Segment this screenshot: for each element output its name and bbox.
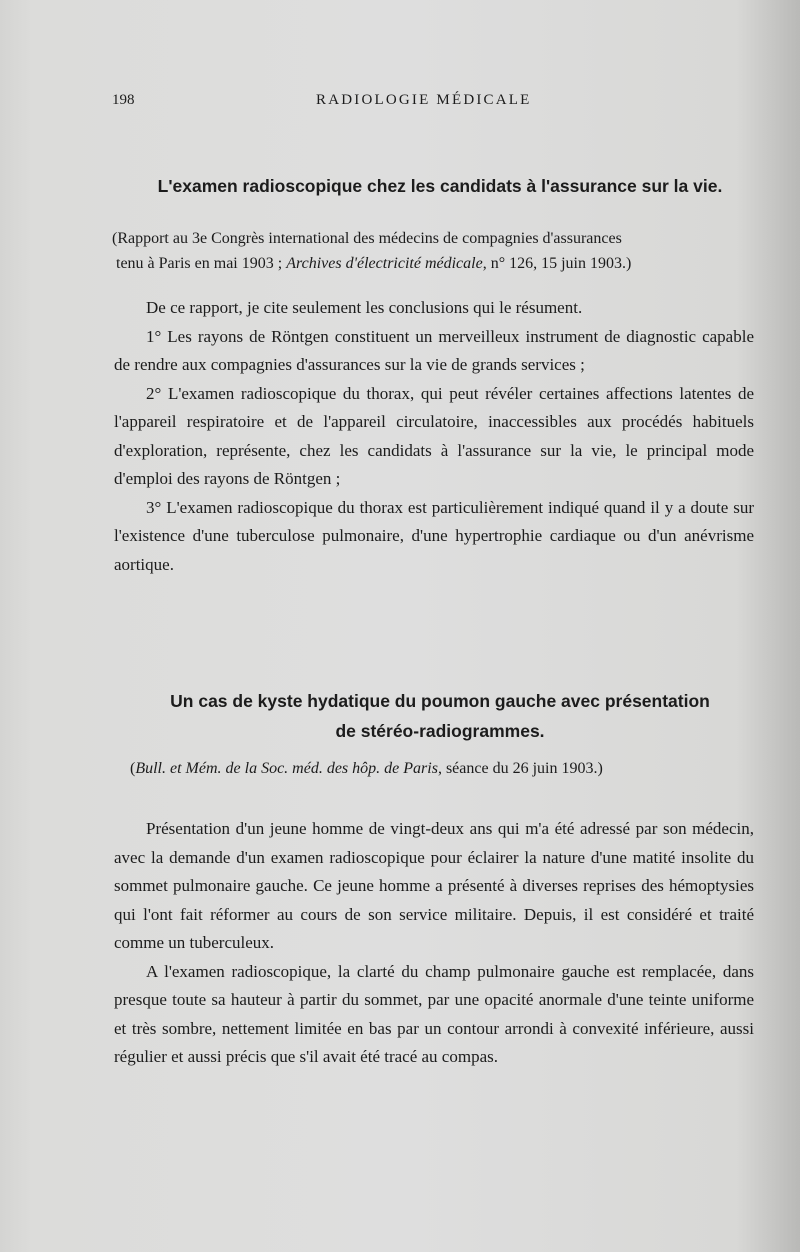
source-prefix: tenu à Paris en mai 1903 ; (116, 255, 287, 272)
source-suffix: , séance du 26 juin 1903.) (437, 760, 603, 777)
running-title: RADIOLOGIE MÉDICALE (316, 92, 532, 108)
paragraph: De ce rapport, je cite seulement les conclusions qui le résument. (146, 298, 583, 317)
section-2-title-line-1: Un cas de kyste hydatique du poumon gauche avec présentation (170, 691, 710, 711)
source-journal: Archives d'électricité médicale (286, 255, 483, 272)
paragraph: 3° L'examen radioscopique du thorax est particulièrement indiqué quand il y a doute sur l'existence d'une tuberculose pulmonaire, d'une hypertrophie cardiaque ou d'un anévrisme aortique. (114, 497, 754, 574)
page-number: 198 (112, 92, 135, 108)
section-2-body (114, 815, 754, 1072)
section-1-title: L'examen radioscopique chez les candidats à l'assurance sur la vie. (157, 176, 723, 196)
running-head (0, 92, 800, 116)
paragraph: 1° Les rayons de Röntgen constituent un merveilleux instrument de diagnostic capable de rendre aux compagnies d'assurances sur la vie de grands services ; (114, 326, 754, 374)
source-open: ( (130, 760, 136, 777)
paragraph: 2° L'examen radioscopique du thorax, qui peut révéler certaines affections latentes de l'appareil respiratoire et de l'appareil circulatoire, inaccessibles aux procédés habituels d'exploration, représente, chez les candidats à l'assurance sur la vie, le principal mode d'emploi des rayons de Röntgen ; (114, 383, 754, 488)
section-2-title (110, 686, 770, 746)
section-1-source-line-1: (Rapport au 3e Congrès international des médecins de compagnies d'assurances (112, 230, 622, 247)
section-2-title-line-2: de stéréo-radiogrammes. (335, 721, 545, 741)
paragraph: A l'examen radioscopique, la clarté du champ pulmonaire gauche est remplacée, dans presque toute sa hauteur à partir du sommet, par une opacité anormale d'une teinte uniforme et très sombre, nettement limitée en bas par un contour arrondi à convexité inférieure, aussi régulier et aussi précis que s'il avait été tracé au compas. (114, 961, 754, 1066)
section-1-source-line-2 (112, 251, 754, 276)
section-1-source (112, 226, 754, 276)
section-1-body (114, 294, 754, 579)
paragraph: Présentation d'un jeune homme de vingt-deux ans qui m'a été adressé par son médecin, avec la demande d'un examen radioscopique pour éclairer la nature d'une matité insolite du sommet pulmonaire gauche. Ce jeune homme a présenté à diverses reprises des hémoptysies qui l'ont fait réformer au cours de son service militaire. Depuis, il est considéré et traité comme un tuberculeux. (114, 819, 754, 952)
source-journal: Bull. et Mém. de la Soc. méd. des hôp. de Paris (135, 760, 438, 777)
source-suffix: , n° 126, 15 juin 1903.) (482, 255, 632, 272)
section-2-source (130, 760, 750, 778)
